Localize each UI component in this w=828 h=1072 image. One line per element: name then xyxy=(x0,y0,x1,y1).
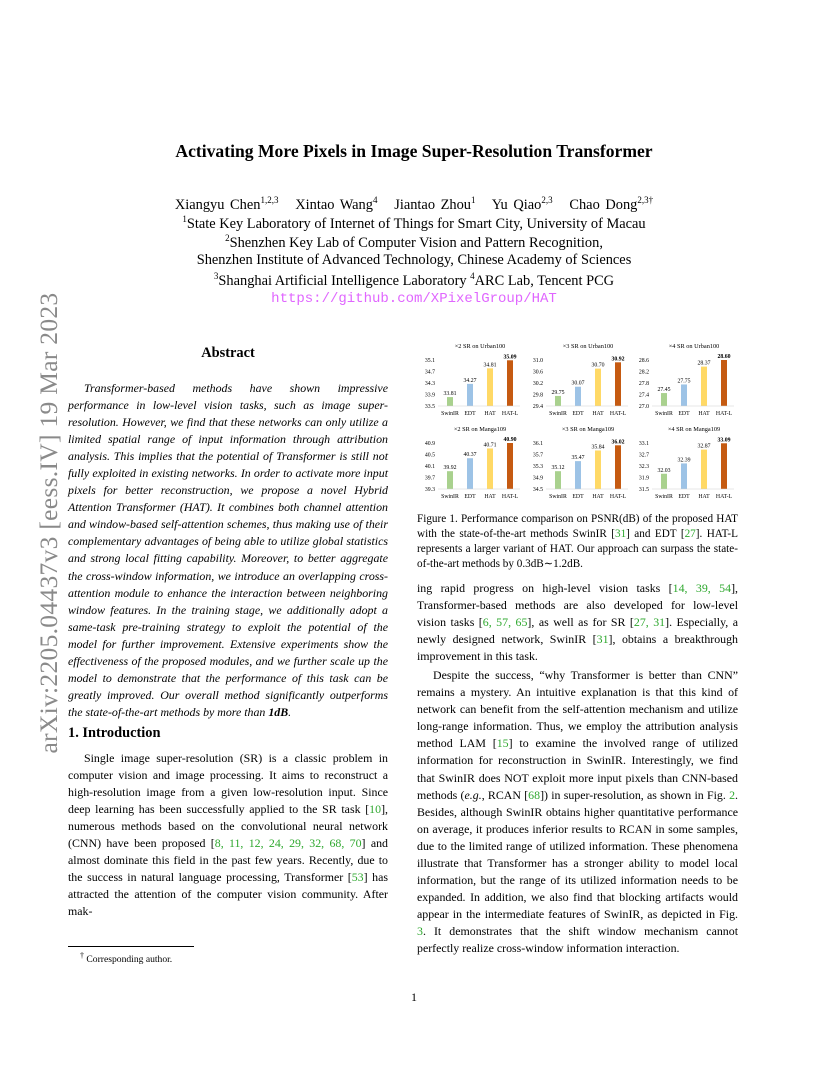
bar xyxy=(615,445,621,489)
x-tick-label: HAT xyxy=(698,494,710,500)
y-tick-label: 33.1 xyxy=(638,441,649,447)
text: . It demonstrates that the shift window mechanism cannot perfectly realize cross-window information interaction. xyxy=(417,923,738,955)
x-tick-label: EDT xyxy=(678,494,690,500)
citation-link[interactable]: 27 xyxy=(684,528,696,540)
author-affil: 4 xyxy=(372,195,378,205)
y-tick-label: 31.0 xyxy=(532,358,543,364)
text: ], numerous methods based on the convolutional neural network (CNN) have been proposed [ xyxy=(68,802,388,851)
bar xyxy=(507,360,513,406)
figure-link[interactable]: 3 xyxy=(417,923,423,938)
paragraph xyxy=(417,667,738,957)
chart-title: ×4 SR on Manga109 xyxy=(667,426,721,433)
author-name: Yu Qiao xyxy=(491,196,542,213)
data-label: 29.75 xyxy=(551,389,565,396)
x-tick-label: SwinIR xyxy=(441,494,459,500)
chart-title: ×4 SR on Urban100 xyxy=(668,343,720,350)
text: Single image super-resolution (SR) is a classic problem in computer vision and image processing. It aims to reconstruct a high-resolution image from a given low-resolution input. Since deep learning has been successfully applied to the SR task [ xyxy=(68,751,388,817)
citation-link[interactable]: 6, 57, 65 xyxy=(482,615,528,630)
chart-title: ×2 SR on Manga109 xyxy=(453,426,507,433)
x-tick-label: HAT xyxy=(698,411,710,417)
bar xyxy=(701,367,707,406)
y-tick-label: 34.9 xyxy=(532,475,543,482)
chart-title: ×2 SR on Urban100 xyxy=(454,343,506,350)
x-tick-label: EDT xyxy=(572,411,584,417)
x-tick-label: HAT-L xyxy=(609,411,627,417)
y-tick-label: 33.5 xyxy=(424,404,435,410)
citation-link[interactable]: 15 xyxy=(496,736,509,751)
bar xyxy=(555,471,561,489)
data-label: 36.02 xyxy=(611,439,625,446)
x-tick-label: HAT-L xyxy=(501,411,519,417)
data-label: 35.09 xyxy=(503,354,517,361)
bar xyxy=(555,396,561,406)
text: ] has attracted the attention of the computer vision community. After mak- xyxy=(68,870,388,919)
text: ]. HAT-L represents a larger variant of HAT. Our approach can surpass the state-of-the-art methods by 0.3dB∼1.2dB. xyxy=(417,528,738,570)
y-tick-label: 30.6 xyxy=(532,369,543,376)
x-tick-label: HAT-L xyxy=(715,494,733,500)
bar xyxy=(661,393,667,406)
author-name: Xintao Wang xyxy=(295,196,373,213)
y-tick-label: 31.9 xyxy=(638,475,649,482)
citation-link[interactable]: 8, 11, 12, 24, 29, 32, 68, 70 xyxy=(214,836,362,851)
affil-mark: 3 xyxy=(213,271,219,281)
chart-svg xyxy=(418,425,524,505)
y-tick-label: 30.2 xyxy=(532,381,543,387)
text: Figure 1. Performance comparison on PSNR(dB) of the proposed HAT with the state-of-the-art methods SwinIR [ xyxy=(417,513,738,540)
y-tick-label: 28.2 xyxy=(638,369,649,376)
bar xyxy=(447,471,453,489)
affiliation-line: Shenzhen Institute of Advanced Technology, Chinese Academy of Sciences xyxy=(196,252,632,268)
bar-chart xyxy=(526,425,632,510)
data-label: 32.87 xyxy=(697,443,711,450)
y-tick-label: 39.3 xyxy=(424,487,435,493)
x-tick-label: SwinIR xyxy=(549,494,567,500)
affiliation-line xyxy=(0,271,828,290)
x-tick-label: SwinIR xyxy=(655,411,673,417)
y-tick-label: 34.3 xyxy=(424,381,435,387)
y-tick-label: 35.7 xyxy=(532,452,543,459)
affil-mark: 1 xyxy=(182,214,187,224)
page-number: 1 xyxy=(411,990,417,1004)
citation-link[interactable]: 53 xyxy=(351,870,364,885)
github-link[interactable]: https://github.com/XPixelGroup/HAT xyxy=(271,291,557,307)
author-list xyxy=(0,195,828,214)
y-tick-label: 27.0 xyxy=(638,404,649,410)
abstract-bold: 1dB xyxy=(268,704,289,719)
y-tick-label: 34.7 xyxy=(424,369,435,376)
text: ]) in super-resolution, as shown in Fig. xyxy=(540,787,730,802)
data-label: 32.39 xyxy=(677,457,691,464)
arxiv-stamp: arXiv:2205.04437v3 [eess.IV] 19 Mar 2023 xyxy=(34,292,63,754)
x-tick-label: HAT xyxy=(484,494,496,500)
y-tick-label: 40.1 xyxy=(424,464,435,470)
data-label: 28.37 xyxy=(697,360,711,367)
data-label: 27.75 xyxy=(677,378,691,385)
y-tick-label: 35.1 xyxy=(424,358,435,364)
bar xyxy=(701,450,707,489)
data-label: 32.03 xyxy=(657,467,671,474)
text-italic: e.g. xyxy=(464,787,482,802)
data-label: 28.60 xyxy=(717,354,731,360)
bar xyxy=(661,474,667,489)
affiliation-line xyxy=(0,214,828,233)
citation-link[interactable]: 27, 31 xyxy=(633,615,666,630)
citation-link[interactable]: 68 xyxy=(528,787,541,802)
bar-chart xyxy=(418,342,524,427)
footnote-mark: † xyxy=(80,951,84,960)
figure-link[interactable]: 2 xyxy=(729,787,736,802)
bar xyxy=(487,448,493,489)
data-label: 34.27 xyxy=(463,377,477,384)
bar-chart xyxy=(418,425,524,510)
text: ] and EDT [ xyxy=(626,528,685,540)
data-label: 40.90 xyxy=(503,437,517,443)
x-tick-label: EDT xyxy=(464,411,476,417)
data-label: 35.84 xyxy=(591,444,605,451)
bar xyxy=(681,463,687,489)
data-label: 39.92 xyxy=(443,465,457,472)
bar-chart xyxy=(632,342,738,427)
y-tick-label: 40.9 xyxy=(424,441,435,447)
x-tick-label: HAT xyxy=(592,494,604,500)
text: ], obtains a breakthrough improvement in this task. xyxy=(417,632,739,664)
right-column xyxy=(417,580,738,957)
x-tick-label: SwinIR xyxy=(441,411,459,417)
citation-link[interactable]: 31 xyxy=(596,632,609,647)
bar xyxy=(721,443,727,489)
footnote-rule xyxy=(68,946,194,947)
y-tick-label: 29.4 xyxy=(532,404,543,410)
x-tick-label: EDT xyxy=(464,494,476,500)
abstract-body xyxy=(68,380,388,721)
chart-svg xyxy=(526,425,632,505)
author-affil: 1,2,3 xyxy=(260,195,279,205)
data-label: 35.12 xyxy=(551,465,565,472)
author-affil: 1 xyxy=(471,195,476,205)
text: ] and almost dominate this field in the past few years. Recently, due to the success in natural language processing, Transformer [ xyxy=(68,836,388,885)
text: ] to examine the involved range of utilized information for reconstruction in SwinIR. Interestingly, we find that SwinIR does NOT exploit more input pixels than CNN-based methods ( xyxy=(417,736,739,802)
footnote-text: Corresponding author. xyxy=(86,954,173,966)
data-label: 30.07 xyxy=(571,380,585,387)
chart-svg xyxy=(526,342,632,422)
intro-paragraph xyxy=(68,750,388,920)
y-tick-label: 40.5 xyxy=(424,452,435,459)
affil-mark: 4 xyxy=(470,271,475,281)
data-label: 33.81 xyxy=(443,391,457,398)
bar xyxy=(467,384,473,406)
bar xyxy=(681,384,687,406)
x-tick-label: SwinIR xyxy=(549,411,567,417)
bar xyxy=(615,362,621,406)
bar xyxy=(507,443,513,489)
chart-svg xyxy=(632,425,738,505)
x-tick-label: HAT-L xyxy=(715,411,733,417)
bar-chart xyxy=(632,425,738,510)
text: ], Transformer-based methods are also developed for low-level vision tasks [ xyxy=(417,581,738,630)
data-label: 33.09 xyxy=(717,437,731,444)
y-tick-label: 27.4 xyxy=(638,392,649,399)
abstract-text: Transformer-based methods have shown impressive performance in low-level vision tasks, such as image super-resolution. However, we find that these networks can only utilize a limited spatial range of input information through attribution analysis. This implies that the potential of Transformer is still not fully exploited in existing networks. In order to activate more input pixels for better reconstruction, we propose a novel Hybrid Attention Transformer (HAT). It combines both channel attention and window-based self-attention schemes, thus making use of their complementary advantages of being able to utilize global statistics and strong local fitting capability. Moreover, to better aggregate the cross-window information, we introduce an overlapping cross-attention module to enhance the interaction between neighboring window features. In the training stage, we additionally adopt a same-task pre-training strategy to exploit the potential of the model for further improvement. Extensive experiments show the effectiveness of the proposed modules, and we further scale up the model to demonstrate that the performance of this task can be greatly improved. Our overall method significantly outperforms the state-of-the-art methods by more than xyxy=(68,381,388,719)
x-tick-label: HAT xyxy=(592,411,604,417)
text: Despite the success, “why Transformer is better than CNN” remains a mystery. An intuitive explanation is that this kind of network can benefit from the self-attention mechanism and utilize long-range information. Thus, we employ the attribution analysis method LAM [ xyxy=(417,668,738,751)
x-tick-label: HAT-L xyxy=(609,494,627,500)
bar xyxy=(595,450,601,489)
data-label: 27.45 xyxy=(657,387,671,394)
bar xyxy=(447,397,453,406)
affiliation-line xyxy=(0,233,828,252)
x-tick-label: EDT xyxy=(678,411,690,417)
data-label: 40.37 xyxy=(463,452,477,459)
data-label: 40.71 xyxy=(483,442,497,449)
text: . Besides, although SwinIR obtains higher quantitative performance on average, it produces inferior results to RCAN in some samples, due to the limited range of utilized information. These phenomena illustrate that Transformer has a stronger ability to model local information, but the range of its utilized information needs to be expanded. In addition, we also find that blocking artifacts would appear in the intermediate features of SwinIR, as depicted in Fig. xyxy=(417,787,738,921)
y-tick-label: 31.5 xyxy=(638,487,649,493)
bar xyxy=(575,387,581,406)
y-tick-label: 27.8 xyxy=(638,381,649,387)
affil-text: State Key Laboratory of Internet of Things for Smart City, University of Macau xyxy=(186,215,646,232)
y-tick-label: 32.3 xyxy=(638,464,649,470)
data-label: 30.92 xyxy=(611,356,625,363)
y-tick-label: 32.7 xyxy=(638,452,649,459)
y-tick-label: 28.6 xyxy=(638,358,649,364)
y-tick-label: 39.7 xyxy=(424,475,435,482)
citation-link[interactable]: 14, 39, 54 xyxy=(672,581,732,595)
y-tick-label: 33.9 xyxy=(424,392,435,399)
section-heading: 1. Introduction xyxy=(68,725,161,741)
chart-title: ×3 SR on Manga109 xyxy=(561,426,615,433)
figure-caption xyxy=(417,512,738,572)
data-label: 35.47 xyxy=(571,455,585,462)
bar xyxy=(575,461,581,489)
text: , RCAN [ xyxy=(481,787,529,802)
text: ing rapid progress on high-level vision tasks [ xyxy=(417,581,673,595)
citation-link[interactable]: 31 xyxy=(614,528,627,540)
paragraph xyxy=(417,580,738,665)
x-tick-label: EDT xyxy=(572,494,584,500)
abstract-heading: Abstract xyxy=(201,345,255,361)
bar xyxy=(721,360,727,406)
author-name: Chao Dong xyxy=(569,196,638,213)
affil-mark: 2 xyxy=(225,233,230,243)
text: ]. Especially, a newly designed network, SwinIR [ xyxy=(417,615,738,647)
abstract-end: . xyxy=(288,704,292,719)
bar xyxy=(487,368,493,406)
author-affil: 2,3 xyxy=(541,195,553,205)
text: ], as well as for SR [ xyxy=(527,615,634,630)
chart-svg xyxy=(418,342,524,422)
footnote xyxy=(80,951,172,965)
y-tick-label: 34.5 xyxy=(532,487,543,493)
x-tick-label: HAT xyxy=(484,411,496,417)
y-tick-label: 36.1 xyxy=(532,441,543,447)
data-label: 34.81 xyxy=(483,362,497,369)
author-name: Jiantao Zhou xyxy=(394,196,471,213)
paper-title: Activating More Pixels in Image Super-Resolution Transformer xyxy=(175,141,653,161)
bar-chart xyxy=(526,342,632,427)
data-label: 30.70 xyxy=(591,362,605,369)
bar xyxy=(595,369,601,406)
x-tick-label: HAT-L xyxy=(501,494,519,500)
bar xyxy=(467,458,473,489)
affil-text: ARC Lab, Tencent PCG xyxy=(474,272,615,289)
citation-link[interactable]: 10 xyxy=(369,802,382,817)
affil-text: Shanghai Artificial Intelligence Laboratory xyxy=(218,272,471,289)
x-tick-label: SwinIR xyxy=(655,494,673,500)
chart-title: ×3 SR on Urban100 xyxy=(562,343,614,350)
affil-text: Shenzhen Key Lab of Computer Vision and Pattern Recognition, xyxy=(229,234,603,251)
chart-svg xyxy=(632,342,738,422)
author-name: Xiangyu Chen xyxy=(174,196,261,213)
y-tick-label: 29.8 xyxy=(532,392,543,399)
y-tick-label: 35.3 xyxy=(532,464,543,470)
author-affil: 2,3† xyxy=(637,195,654,205)
